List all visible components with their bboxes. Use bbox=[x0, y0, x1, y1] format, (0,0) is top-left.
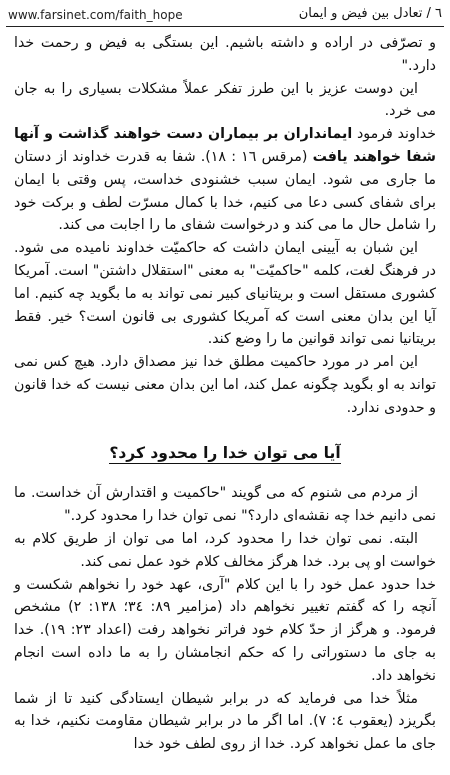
paragraph: از مردم می شنوم که می گویند "حاکمیت و اقتدارش آن خداست. ما نمی دانیم خدا چه نقشه‌ای دارد؟" نمی توان خدا را محدود کرد." bbox=[14, 485, 436, 525]
paragraph: خدا حدود عمل خود را با این کلام "آری، عهد خود را نخواهم شکست و آنچه را که گفتم تغییر نخواهم داد (مزامیر ٨٩: ٣٤؛ ١٣٨: ٢) مشخص فرمود. و هرگز از حدّ کلام خود فراتر نخواهد رفت (اعداد ٢٣: ١٩). خدا به جای ما دستوراتی را که حکم انجامشان را به ما داده است انجام نخواهد داد. bbox=[14, 576, 437, 684]
paragraph: این شبان به آیینی ایمان داشت که حاکمیّت خداوند نامیده می شود. در فرهنگ لغت، کلمه "حاکمیّت" به معنی "استقلال داشتن" است. آمریکا کشوری مستقل است و بریتانیای کبیر نمی تواند به ما بگوید چه کنیم. اما آیا این بدان معنی است که آمریکا کشوری بی قانون است؟ خیر. فقط بریتانیا نمی تواند قوانین ما را وضع کند. bbox=[14, 240, 436, 348]
website-url: www.farsinet.com/faith_hope bbox=[8, 8, 183, 22]
paragraph: و تصرّفی در اراده و داشته باشیم. این بستگی به فیض و رحمت خدا دارد." bbox=[14, 35, 436, 74]
paragraph: این دوست عزیز با این طرز تفکر عملاً مشکلات بسیاری را به جان می خرد. bbox=[14, 80, 436, 120]
section-heading bbox=[14, 442, 436, 465]
paragraph: مثلاً خدا می فرماید که در برابر شیطان ایستادگی کنید تا از شما بگریزد (یعقوب ٤: ٧). اما اگر ما در برابر شیطان مقاومت نکنیم، خدا به جای ما عمل نخواهد کرد. خدا از روی لطف خود خدا bbox=[14, 690, 437, 753]
page-header bbox=[6, 4, 444, 27]
paragraph-lead: خداوند فرمود bbox=[352, 126, 436, 143]
paragraph bbox=[14, 123, 436, 237]
paragraph-rest: (مرقس ١٦ : ١٨). شفا به قدرت خداوند از دستان ما جاری می شود. ایمان سبب خشنودی خداست، پس وقتی با ایمان برای شفای کسی دعا می کنیم، خدا با کمال مسرّت لطف و برکت خود را شامل حال ما می کند و درخواست شفای ما را اجابت می کند. bbox=[14, 148, 436, 234]
running-title: ٦ / تعادل بین فیض و ایمان bbox=[298, 6, 442, 21]
article-body bbox=[14, 32, 436, 773]
paragraph: این امر در مورد حاکمیت مطلق خدا نیز مصداق دارد. هیچ کس نمی تواند به او بگوید چگونه عمل کند، اما این بدان معنی نیست که خدا قانون و حدودی ندارد. bbox=[14, 354, 436, 416]
emphasized-quote: ایمانداران بر بیماران دست خواهند گذاشت و آنها شفا خواهند یافت bbox=[14, 126, 436, 165]
paragraph: البته. نمی توان خدا را محدود کرد، اما می توان از طریق کلام به خواست او پی برد. خدا هرگز مخالف کلام خود عمل نمی کند. bbox=[14, 530, 436, 570]
section-heading-text: آیا می توان خدا را محدود کرد؟ bbox=[109, 443, 341, 462]
